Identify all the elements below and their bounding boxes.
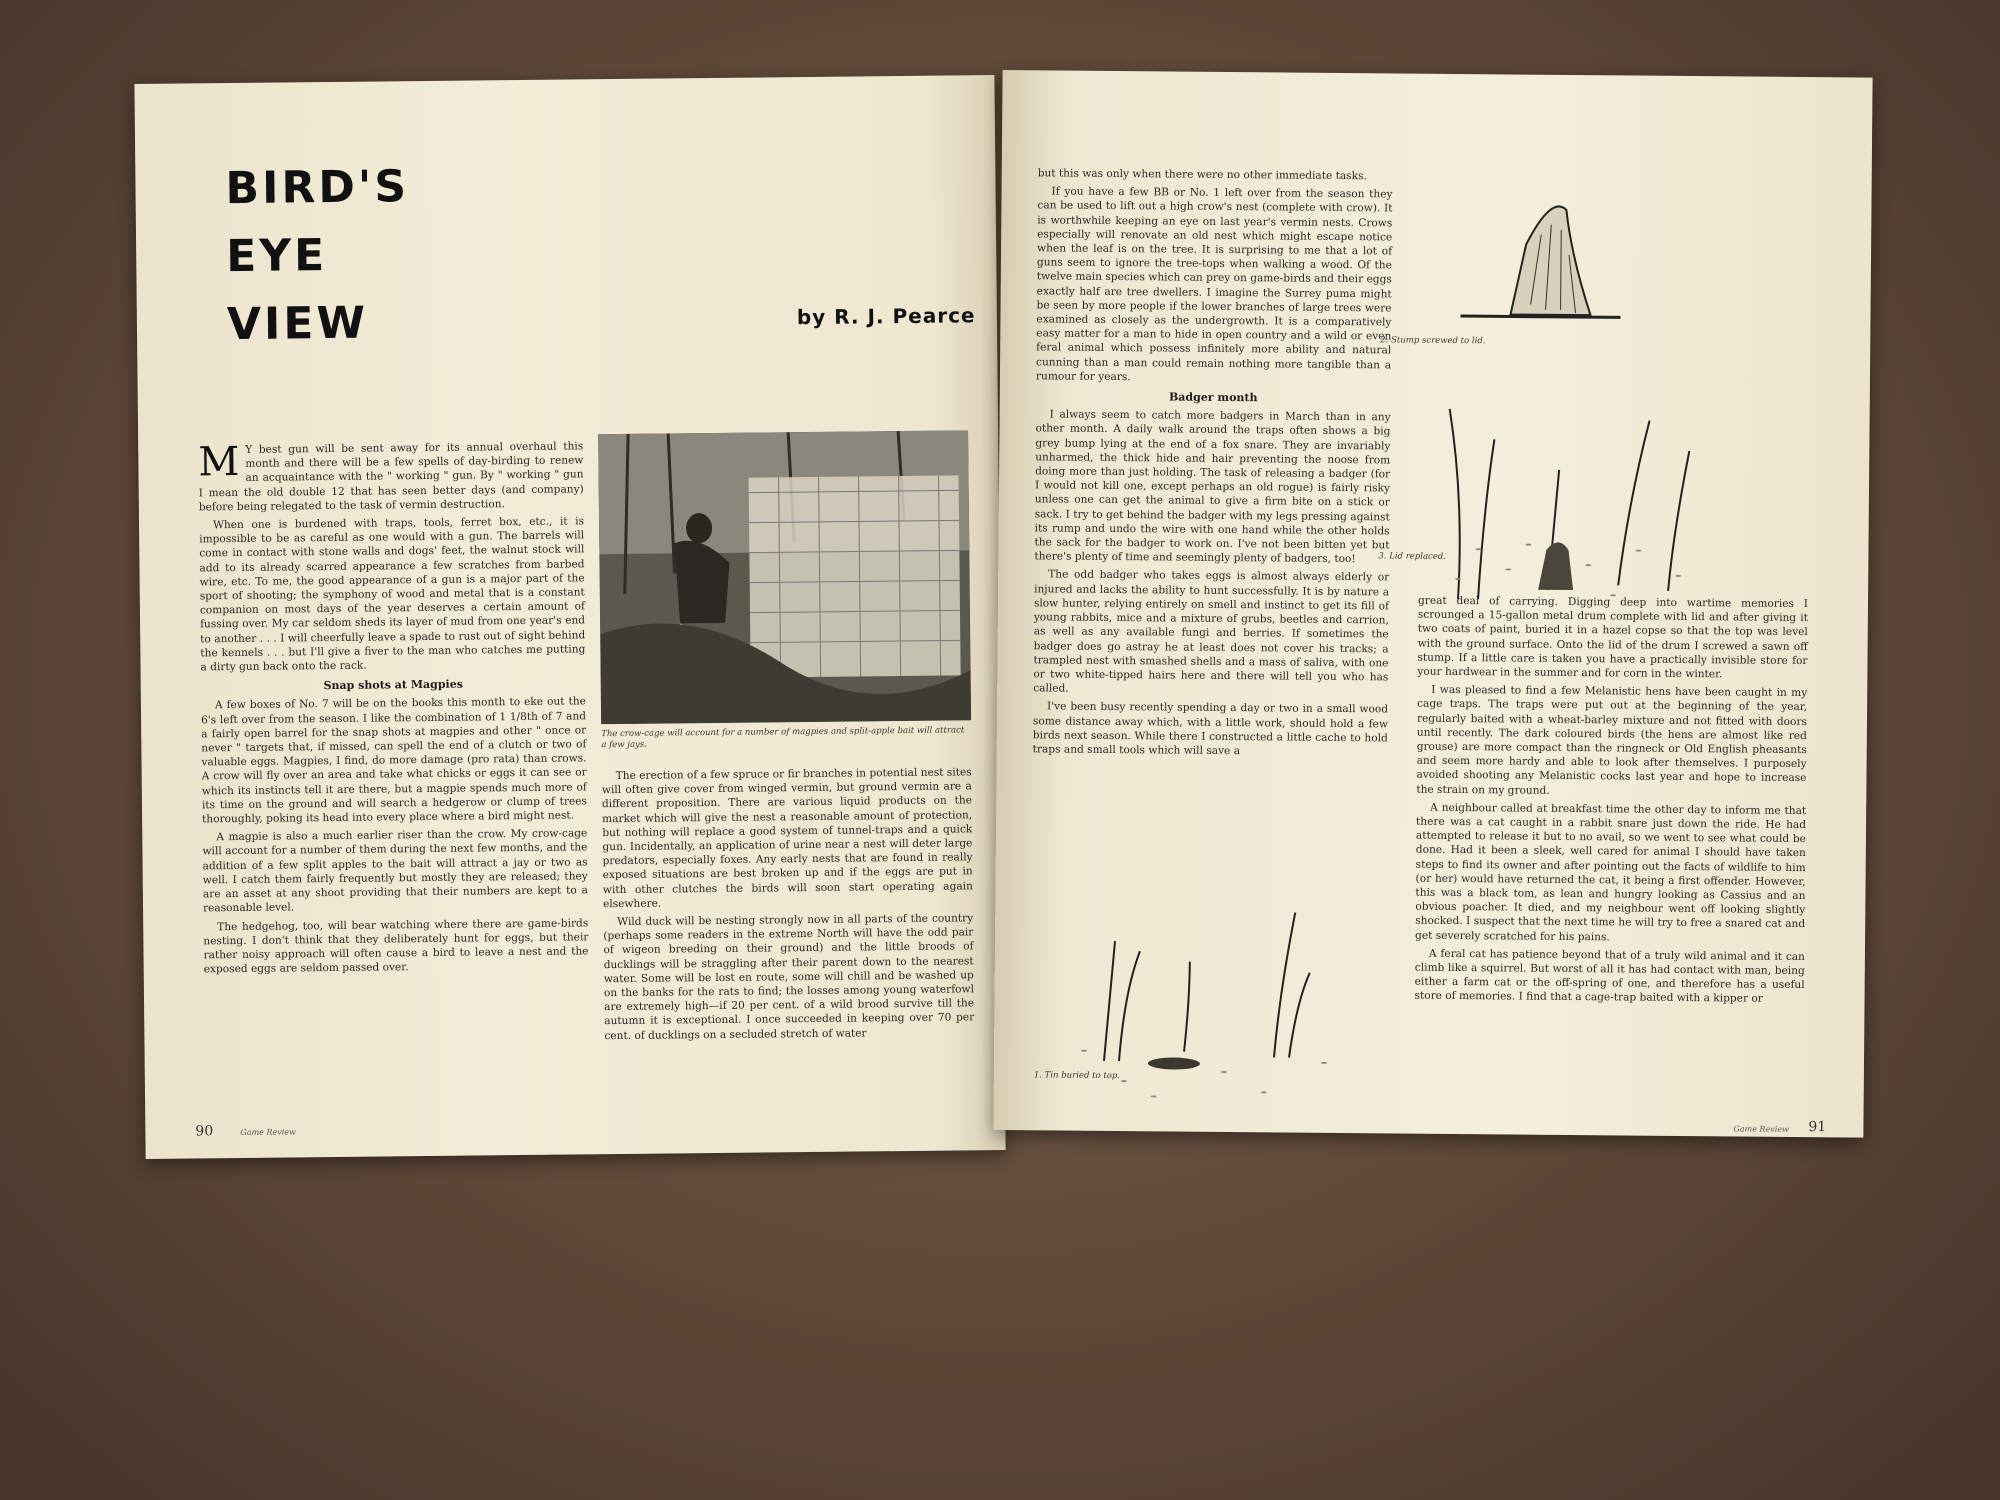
paragraph: A magpie is also a much earlier riser than the crow. My crow-cage will account for a number of them during the next few months, and the addition of a few split apples to the bait will attract a jay or two as well. I catch them fairly frequently but mostly they are released; they are an asset at any shoot providing that their numbers are kept to a reasonable level. — [202, 827, 588, 915]
paragraph: Wild duck will be nesting strongly now in all parts of the country (perhaps some readers in the extreme North will have the odd pair of wigeon breeding on their ground) and the little broods of ducklings will be straggling after their parent down to the nearest water. Some will be lost en route, some will chill and be washed up on the banks for the rats to find; the losses among young waterfowl are extremely high—if 20 per cent. of a wild brood survive till the autumn it is exceptional. I once succeeded in keeping over 70 per cent. of ducklings on a secluded stretch of water — [603, 912, 975, 1042]
section-heading: Badger month — [1168, 390, 1258, 405]
tin-buried-sketch — [1023, 830, 1386, 1133]
title-line-2: EYE — [225, 230, 328, 283]
drop-cap: M — [198, 438, 240, 486]
paragraph: I've been busy recently spending a day or two in a small wood some distance away which, with a little work, should hold a few birds next season. While there I constructed a little cache to hold traps and small tools which will save a — [1032, 700, 1389, 758]
photo-caption: The crow-cage will account for a number of magpies and split-apple bait will attract a few jays. — [601, 725, 965, 751]
section-heading: Snap shots at Magpies — [323, 677, 463, 693]
running-head-left: Game Review — [240, 1127, 296, 1137]
crow-cage-photo — [598, 430, 971, 724]
intro-paragraph — [198, 439, 584, 514]
left-column-2 — [602, 765, 975, 1047]
title-line-3: VIEW — [226, 297, 369, 351]
paragraph: When one is burdened with traps, tools, ferret box, etc., it is impossible to be as careful as one would with a gun. The barrels will come in contact with stone walls and dogs' feet, the walnut stock will add to its already scarred appearance a few scratches from barbed wire, etc. To me, the good appearance of a gun is a major part of the sport of shooting; the symphony of wood and metal that is a constant companion on most days of the year deserves a certain amount of fussing over. My car seldom sheds its layer of mud from one year's end to another . . . I will cheerfully leave a spade to rust out of sight behind the kennels . . . but I'll give a fiver to the man who catches me putting a dirty gun back onto the rack. — [199, 515, 586, 674]
title-line-1: BIRD'S — [225, 161, 410, 215]
right-column-1 — [1033, 166, 1393, 763]
right-column-2 — [1414, 594, 1808, 1011]
left-column-1 — [198, 439, 589, 980]
paragraph: A few boxes of No. 7 will be on the books this month to eke out the 6's left over from the season. I like the combination of 1 1/8th of 7 and a fairly open barrel for the snap shots at magpies and other " once or never " targets that, if missed, can spell the end of a clutch or two of valuable eggs. Magpies, I find, do more damage (pro rata) than crows. A crow will fly over an area and take what chicks or eggs it can see or which its instincts tell it are there, but a magpie spends much more of its time on the ground and will search a hedgerow or clump of trees thoroughly, poking its head into every place where a bird might nest. — [201, 695, 588, 826]
paragraph: I always seem to catch more badgers in March than in any other month. A daily walk around the traps often shows a big grey bump lying at the end of a fox snare. They are invariably unharmed, the thick hide and hair preventing the noose from doing more than just holding. The task of releasing a badger (for I would not kill one, except perhaps an old rogue) is fairly risky unless one can get the animal to give a firm bite on a stick or sack. I try to get behind the badger with my legs pressing against its rump and undo the wire with one hand while the other holds the sack for the badger to work on. I've not been bitten yet but there's plenty of time and seemingly plenty of badgers, too! — [1034, 408, 1391, 566]
paragraph: A neighbour called at breakfast time the other day to inform me that there was a cat caught in a rabbit snare just down the ride. He had attempted to release it but to no avail, so we went to see what could be done. Had it been a sleek, well cared for animal I should have taken steps to find its owner and after pointing out the facts of wildlife to him (or her) would have returned the cat, it being a first offender. However, this was a black tom, as lean and hungry looking as Cassius and an obvious poacher. It died, and my neighbour went off looking slightly shocked. I suspect that the next time he will try to free a snared cat and get severely scratched for his pains. — [1415, 801, 1807, 944]
paragraph: great deal of carrying. Digging deep into wartime memories I scrounged a 15-gallon metal drum complete with lid and after giving it two coats of paint, buried it in a hazel copse so that the top was level with the ground surface. Onto the lid of the drum I screwed a sawn off stump. If a little care is taken you have a practically invisible store for your hardwear in the summer and for corn in the winter. — [1417, 594, 1809, 681]
left-page — [134, 75, 1005, 1159]
right-page — [993, 70, 1872, 1138]
lid-caption: 3. Lid replaced. — [1378, 551, 1447, 562]
page-number-left: 90 — [195, 1123, 214, 1140]
paragraph: A feral cat has patience beyond that of a truly wild animal and it can climb like a squirrel. But worst of all it has had contact with man, being either a farm cat or the off-spring of one, and therefore has a useful store of memories. I find that a cage-trap baited with a kipper or — [1414, 947, 1805, 1006]
tin-caption: 1. Tin buried to top. — [1033, 1070, 1121, 1082]
stump-sketch — [1420, 174, 1671, 326]
paragraph: If you have a few BB or No. 1 left over from the season they can be used to lift out a high crow's nest (complete with crow). It is worthwhile keeping an eye on last year's vermin nests. Crows especially will renovate an old nest which might escape notice when the leaf is on the tree. It is surprising to me that a lot of guns seem to ignore the tree-tops when walking a wood. Of the twelve main species which can prey on game-birds and their eggs exactly half are tree dwellers. I imagine the Surrey puma might be seen by more people if the lower branches of large trees were examined as closely as the undergrowth. It is a comparatively easy matter for a man to hide in open country and a wild or even feral animal which possess infinitely more ability and natural cunning than a man could remain nothing more tangible than a rumour for years. — [1035, 185, 1393, 383]
paragraph: I was pleased to find a few Melanistic hens have been caught in my cage traps. The traps were put out at the beginning of the year, regularly baited with a wheat-barley mixture and not fitted with doors until recently. The dark coloured birds (the hens are almost like red grouse) are more compact than the ringneck or Old English pheasants and seem more hardy and able to look after themselves. I purposely avoided shooting any Melanistic cocks last year and hope to increase the strain on my ground. — [1416, 684, 1808, 797]
paragraph: The erection of a few spruce or fir branches in potential nest sites will often give cover from winged vermin, but ground vermin are a different proposition. There are various liquid products on the market which will give the nest a reasonable amount of protection, but nothing will replace a good system of tunnel-traps and a quick gun. Incidentally, an application of urine near a nest will deter large predators, especially foxes. Any early nests that are found in really exposed situations are best broken up and if the eggs are put in with other clutches the birds will soon start operating again elsewhere. — [601, 766, 973, 911]
paragraph: but this was only when there were no other immediate tasks. — [1037, 167, 1367, 183]
byline: by R. J. Pearce — [796, 303, 976, 330]
intro-text: Y best gun will be sent away for its annual overhaul this month and there will be a few spells of day-birding to renew an acquaintance with the " working " gun. By " working " gun I mean the old double 12 that has seen better days (and company) before being relegated to the task of vermin destruction. — [198, 440, 584, 514]
running-head-right: Game Review — [1733, 1124, 1789, 1134]
paragraph: The hedgehog, too, will bear watching where there are game-birds nesting. I don't think that they deliberately hunt for eggs, but their rather noisy approach will often cause a bird to leave a nest and the exposed eggs are seldom passed over. — [203, 916, 589, 976]
lid-replaced-sketch — [1418, 349, 1720, 622]
stump-caption: 2. Stump screwed to lid. — [1380, 335, 1486, 347]
page-number-right: 91 — [1808, 1119, 1827, 1136]
paragraph: The odd badger who takes eggs is almost always elderly or injured and lacks the ability to hunt successfully. It is by nature a slow hunter, relying entirely on smell and instinct to get its fill of young rabbits, mice and a mixture of grubs, beetles and carrion, as well as any available fungi and berries. If sometimes the badger does go astray he at least does not cover his tracks; a trampled nest with smashed shells and a mass of saliva, with one or two white-tipped hairs here and there will tell you who has called. — [1033, 568, 1390, 695]
